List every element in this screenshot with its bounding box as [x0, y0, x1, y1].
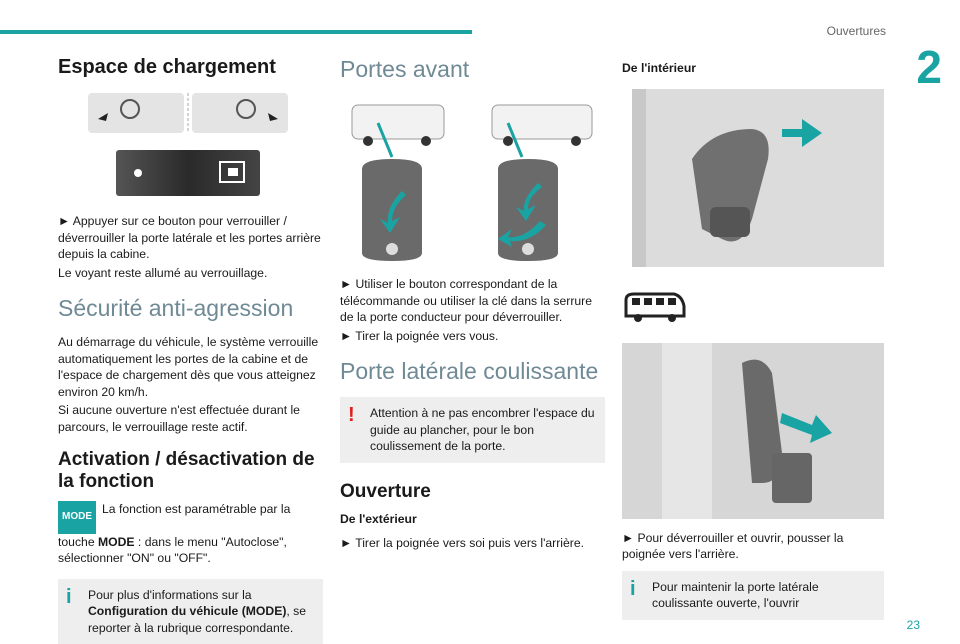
heading-activation: Activation / désactivation de la fonction: [58, 449, 323, 493]
section-title: Ouvertures: [827, 24, 886, 38]
info-box: i Pour plus d'informations sur la Configuration du véhicule (MODE), se reporter à la rubrique correspondante.: [58, 579, 323, 644]
security-text-2: Si aucune ouverture n'est effectuée durant le parcours, le verrouillage reste actif.: [58, 402, 323, 435]
security-text-1: Au démarrage du véhicule, le système verrouille automatiquement les portes de la cabine et de l'espace de chargement dès que vous atteignez environ 20 km/h.: [58, 334, 323, 400]
front-instruction-2: ► Tirer la poignée vers vous.: [340, 328, 605, 345]
info-box-sliding: i Pour maintenir la porte latérale coulissante ouverte, l'ouvrir: [622, 571, 884, 620]
lock-button-panel: [116, 150, 323, 201]
warning-box: ! Attention à ne pas encombrer l'espace du guide au plancher, pour le bon coulissement de la porte.: [340, 397, 605, 463]
top-accent-bar: [0, 30, 472, 34]
page-number: 23: [907, 618, 920, 632]
activation-text: MODELa fonction est paramétrable par la touche MODE : dans le menu "Autoclose", sélectionner "ON" ou "OFF".: [58, 501, 323, 567]
info-icon: i: [630, 581, 636, 598]
front-instruction-1: ► Utiliser le bouton correspondant de la télécommande ou utiliser la clé dans la serrure de la porte conducteur pour déverrouiller.: [340, 276, 605, 326]
cargo-note: Le voyant reste allumé au verrouillage.: [58, 265, 323, 282]
inside-handle-photo-2: [622, 343, 887, 524]
dashboard-illustration: [88, 91, 323, 140]
van-side-icon: [622, 288, 887, 329]
heading-cargo: Espace de chargement: [58, 56, 323, 79]
mode-button-icon: MODE: [58, 501, 96, 534]
heading-outside: De l'extérieur: [340, 511, 605, 528]
column-middle: [340, 52, 605, 554]
info-icon: i: [66, 589, 72, 606]
heading-sliding-door: Porte latérale coulissante: [340, 358, 605, 385]
heading-opening: Ouverture: [340, 481, 605, 503]
outside-instruction: ► Tirer la poignée vers soi puis vers l'arrière.: [340, 535, 605, 552]
heading-front-doors: Portes avant: [340, 56, 605, 83]
inside-handle-photo-1: [632, 89, 887, 272]
chapter-number: 2: [916, 40, 942, 94]
heading-inside: De l'intérieur: [622, 60, 887, 77]
inside-instruction: ► Pour déverrouiller et ouvrir, pousser la poignée vers l'arrière.: [622, 530, 887, 563]
front-door-illustration: [340, 103, 605, 268]
column-left: [58, 52, 323, 644]
warning-icon: !: [348, 407, 355, 424]
column-right: [622, 52, 887, 620]
cargo-instruction: ► Appuyer sur ce bouton pour verrouiller / déverrouiller la porte latérale et les portes arrière depuis la cabine.: [58, 213, 323, 263]
heading-security: Sécurité anti-agression: [58, 295, 323, 322]
